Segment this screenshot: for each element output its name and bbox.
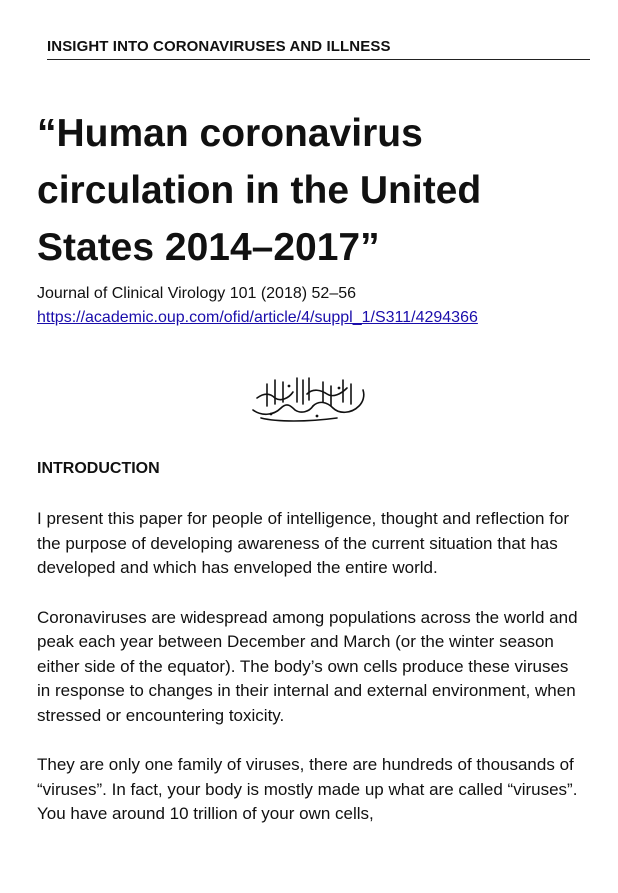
running-header: INSIGHT INTO CORONAVIRUSES AND ILLNESS bbox=[47, 38, 590, 60]
article-link[interactable]: https://academic.oup.com/ofid/article/4/suppl_1/S311/4294366 bbox=[37, 309, 478, 326]
journal-citation: Journal of Clinical Virology 101 (2018) 52–56 bbox=[37, 285, 357, 302]
introduction-body bbox=[37, 507, 585, 852]
paragraph: Coronaviruses are widespread among populations across the world and peak each year between December and March (or the winter season either side of the equator). The body’s own cells produce these viruses in response to changes in their internal and external environment, when stressed or encountering toxicity. bbox=[37, 607, 578, 725]
paragraph: They are only one family of viruses, there are hundreds of thousands of “viruses”. In fact, your body is mostly made up what are called “viruses”. You have around 10 trillion of your own cells, bbox=[37, 755, 578, 823]
article-title: “Human coronavirus circulation in the United States 2014–2017” bbox=[37, 112, 482, 269]
introduction-heading: INTRODUCTION bbox=[37, 460, 160, 477]
basmala-calligraphy bbox=[247, 372, 372, 424]
paragraph: I present this paper for people of intelligence, thought and reflection for the purpose of developing awareness of the current situation that has developed and which has enveloped the entire world. bbox=[37, 509, 570, 577]
